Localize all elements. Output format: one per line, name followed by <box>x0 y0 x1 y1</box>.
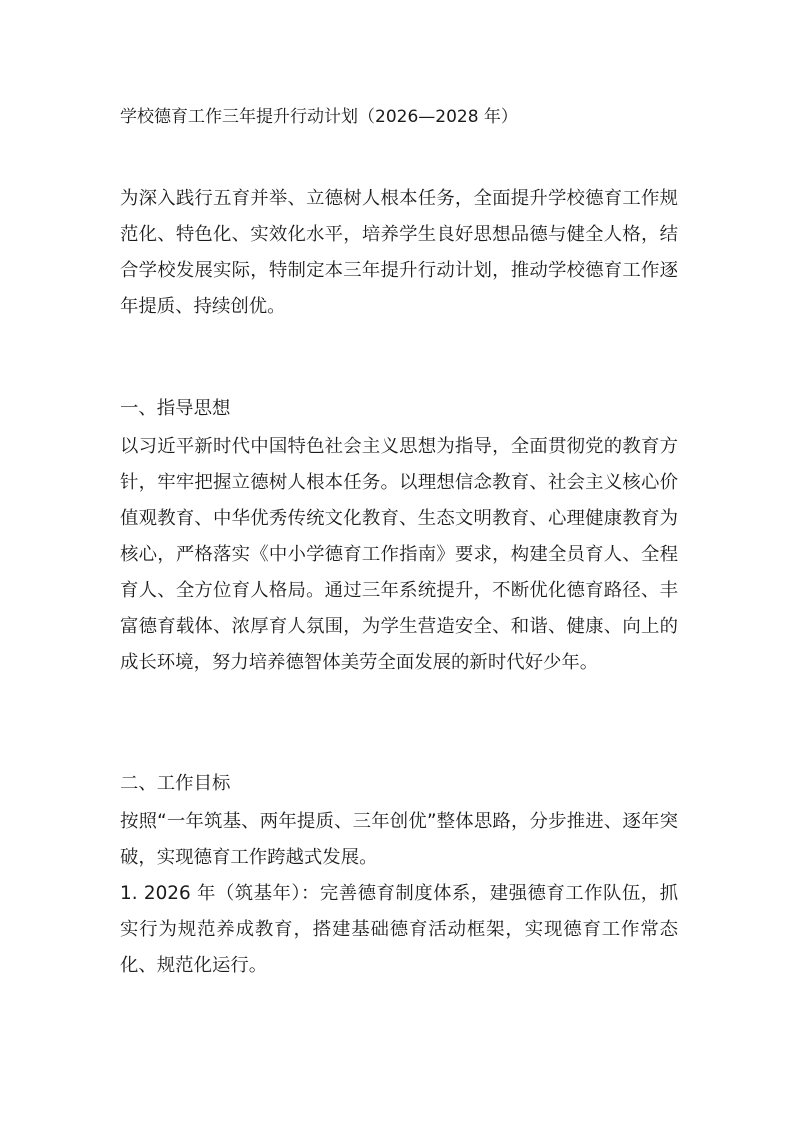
goal-2026-paragraph: 1. 2026 年（筑基年）：完善德育制度体系，建强德育工作队伍，抓实行为规范养成教育，搭建基础德育活动框架，实现德育工作常态化、规范化运行。 <box>120 883 678 976</box>
intro-paragraph: 为深入践行五育并举、立德树人根本任务，全面提升学校德育工作规范化、特色化、实效化水平，培养学生良好思想品德与健全人格，结合学校发展实际，特制定本三年提升行动计划，推动学校德育工作逐年提质、持续创优。 <box>120 188 678 317</box>
section-heading-guiding-ideology: 一、指导思想 <box>120 398 231 419</box>
document-title: 学校德育工作三年提升行动计划（2026—2028 年） <box>120 107 518 127</box>
work-goals-paragraph: 按照“一年筑基、两年提质、三年创优”整体思路，分步推进、逐年突破，实现德育工作跨越式发展。 <box>120 811 678 868</box>
guiding-ideology-paragraph: 以习近平新时代中国特色社会主义思想为指导，全面贯彻党的教育方针，牢牢把握立德树人根本任务。以理想信念教育、社会主义核心价值观教育、中华优秀传统文化教育、生态文明教育、心理健康教育为核心，严格落实《中小学德育工作指南》要求，构建全员育人、全程育人、全方位育人格局。通过三年系统提升，不断优化德育路径、丰富德育载体、浓厚育人氛围，为学生营造安全、和谐、健康、向上的成长环境，努力培养德智体美劳全面发展的新时代好少年。 <box>120 436 678 673</box>
section-heading-work-goals: 二、工作目标 <box>120 773 231 794</box>
